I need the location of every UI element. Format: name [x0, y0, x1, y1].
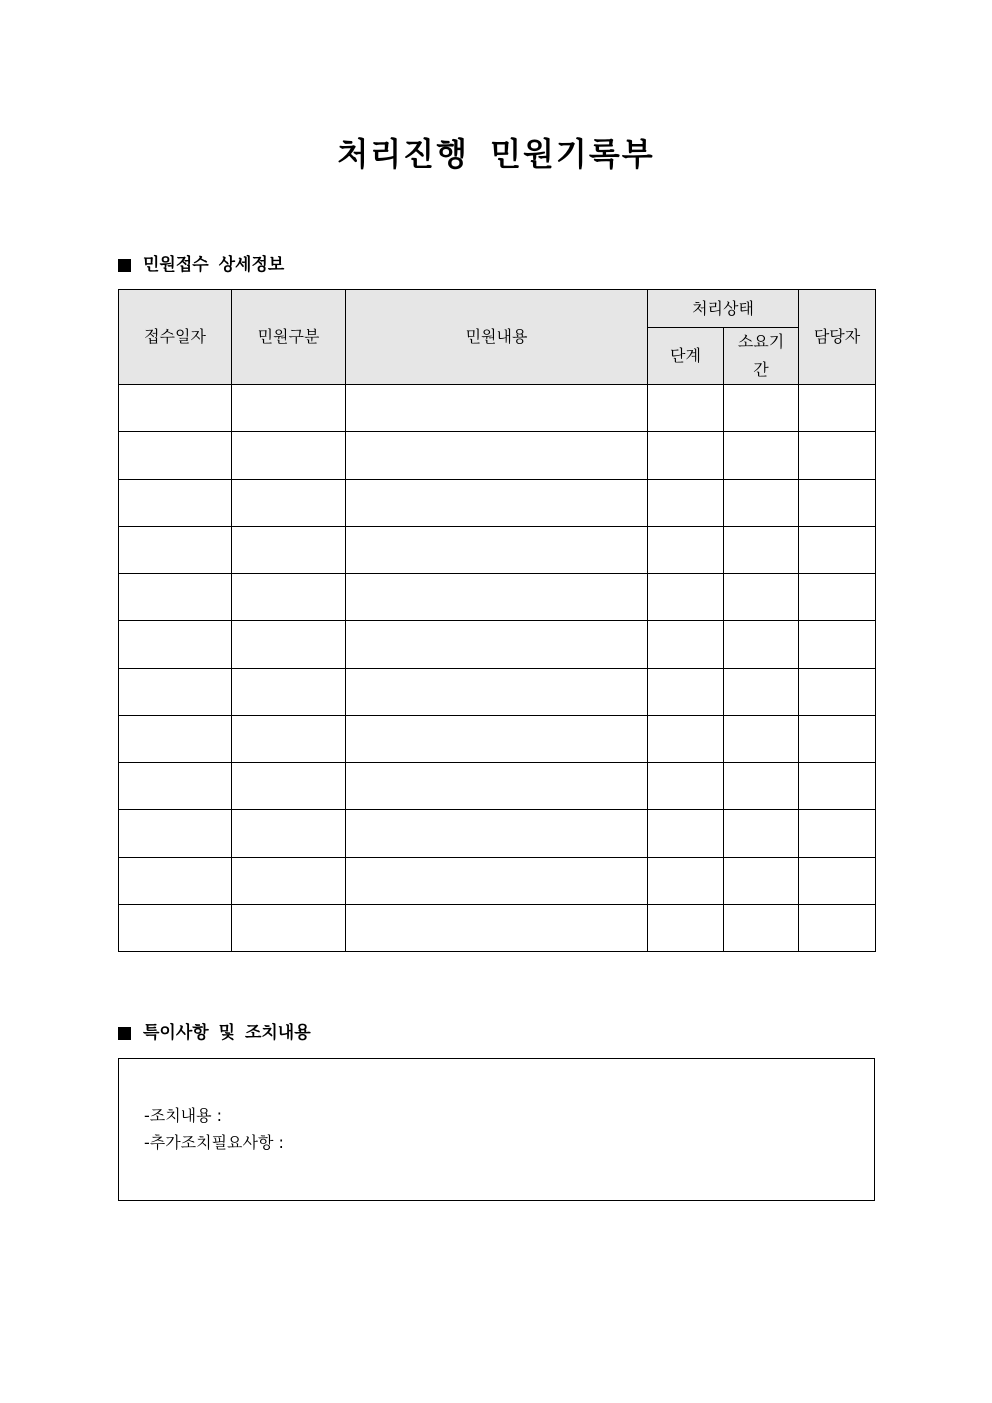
section-heading-complaint-details — [118, 254, 284, 276]
header-manager: 담당자 — [799, 290, 876, 385]
cell-content[interactable] — [346, 904, 648, 951]
cell-stage[interactable] — [648, 904, 724, 951]
cell-content[interactable] — [346, 526, 648, 573]
cell-date[interactable] — [119, 479, 232, 526]
cell-category[interactable] — [232, 810, 346, 857]
note-action-content: -조치내용 : — [144, 1106, 223, 1125]
cell-stage[interactable] — [648, 857, 724, 904]
cell-duration[interactable] — [724, 668, 799, 715]
cell-content[interactable] — [346, 715, 648, 762]
square-bullet-icon — [118, 1027, 131, 1040]
cell-category[interactable] — [232, 763, 346, 810]
header-content: 민원내용 — [346, 290, 648, 385]
section-heading-special-notes — [118, 1022, 311, 1044]
cell-date[interactable] — [119, 715, 232, 762]
cell-stage[interactable] — [648, 385, 724, 432]
section-heading-label: 민원접수 상세정보 — [143, 255, 285, 275]
cell-date[interactable] — [119, 904, 232, 951]
cell-duration[interactable] — [724, 385, 799, 432]
table-row — [119, 574, 876, 621]
cell-duration[interactable] — [724, 621, 799, 668]
cell-category[interactable] — [232, 668, 346, 715]
table-row — [119, 432, 876, 479]
table-row — [119, 857, 876, 904]
cell-manager[interactable] — [799, 668, 876, 715]
cell-category[interactable] — [232, 432, 346, 479]
header-status-group: 처리상태 — [648, 290, 799, 328]
note-additional-action: -추가조치필요사항 : — [144, 1133, 284, 1152]
cell-content[interactable] — [346, 668, 648, 715]
page-title: 처리진행 민원기록부 — [337, 135, 655, 173]
square-bullet-icon — [118, 259, 131, 272]
table-row — [119, 904, 876, 951]
cell-manager[interactable] — [799, 526, 876, 573]
cell-content[interactable] — [346, 810, 648, 857]
table-row — [119, 715, 876, 762]
cell-duration[interactable] — [724, 857, 799, 904]
cell-content[interactable] — [346, 763, 648, 810]
cell-duration[interactable] — [724, 526, 799, 573]
cell-stage[interactable] — [648, 810, 724, 857]
cell-stage[interactable] — [648, 668, 724, 715]
cell-content[interactable] — [346, 574, 648, 621]
cell-duration[interactable] — [724, 574, 799, 621]
cell-stage[interactable] — [648, 621, 724, 668]
cell-content[interactable] — [346, 385, 648, 432]
cell-category[interactable] — [232, 621, 346, 668]
cell-manager[interactable] — [799, 432, 876, 479]
cell-date[interactable] — [119, 432, 232, 479]
cell-content[interactable] — [346, 479, 648, 526]
cell-category[interactable] — [232, 526, 346, 573]
cell-stage[interactable] — [648, 526, 724, 573]
cell-category[interactable] — [232, 715, 346, 762]
table-row — [119, 479, 876, 526]
cell-duration[interactable] — [724, 810, 799, 857]
cell-stage[interactable] — [648, 432, 724, 479]
cell-content[interactable] — [346, 432, 648, 479]
header-category: 민원구분 — [232, 290, 346, 385]
header-stage: 단계 — [648, 328, 724, 385]
cell-date[interactable] — [119, 668, 232, 715]
table-row — [119, 668, 876, 715]
cell-date[interactable] — [119, 574, 232, 621]
cell-category[interactable] — [232, 857, 346, 904]
cell-date[interactable] — [119, 621, 232, 668]
table-row — [119, 763, 876, 810]
cell-manager[interactable] — [799, 385, 876, 432]
table-row — [119, 526, 876, 573]
table-row — [119, 621, 876, 668]
cell-stage[interactable] — [648, 574, 724, 621]
cell-stage[interactable] — [648, 479, 724, 526]
section-heading-label: 특이사항 및 조치내용 — [143, 1023, 311, 1043]
cell-date[interactable] — [119, 385, 232, 432]
cell-manager[interactable] — [799, 715, 876, 762]
cell-category[interactable] — [232, 479, 346, 526]
header-date: 접수일자 — [119, 290, 232, 385]
notes-box[interactable] — [118, 1058, 875, 1201]
cell-duration[interactable] — [724, 715, 799, 762]
cell-date[interactable] — [119, 763, 232, 810]
cell-manager[interactable] — [799, 857, 876, 904]
cell-stage[interactable] — [648, 763, 724, 810]
cell-manager[interactable] — [799, 479, 876, 526]
cell-category[interactable] — [232, 385, 346, 432]
table-row — [119, 810, 876, 857]
complaint-records-table — [118, 289, 876, 952]
cell-duration[interactable] — [724, 432, 799, 479]
cell-duration[interactable] — [724, 479, 799, 526]
cell-date[interactable] — [119, 857, 232, 904]
cell-category[interactable] — [232, 574, 346, 621]
cell-duration[interactable] — [724, 763, 799, 810]
cell-manager[interactable] — [799, 574, 876, 621]
cell-date[interactable] — [119, 526, 232, 573]
cell-category[interactable] — [232, 904, 346, 951]
cell-stage[interactable] — [648, 715, 724, 762]
cell-duration[interactable] — [724, 904, 799, 951]
header-duration-cell — [724, 328, 799, 385]
cell-content[interactable] — [346, 621, 648, 668]
cell-manager[interactable] — [799, 763, 876, 810]
cell-manager[interactable] — [799, 904, 876, 951]
table-row — [119, 385, 876, 432]
cell-date[interactable] — [119, 810, 232, 857]
header-duration: 소요기간 — [737, 332, 785, 379]
cell-content[interactable] — [346, 857, 648, 904]
cell-manager[interactable] — [799, 810, 876, 857]
cell-manager[interactable] — [799, 621, 876, 668]
